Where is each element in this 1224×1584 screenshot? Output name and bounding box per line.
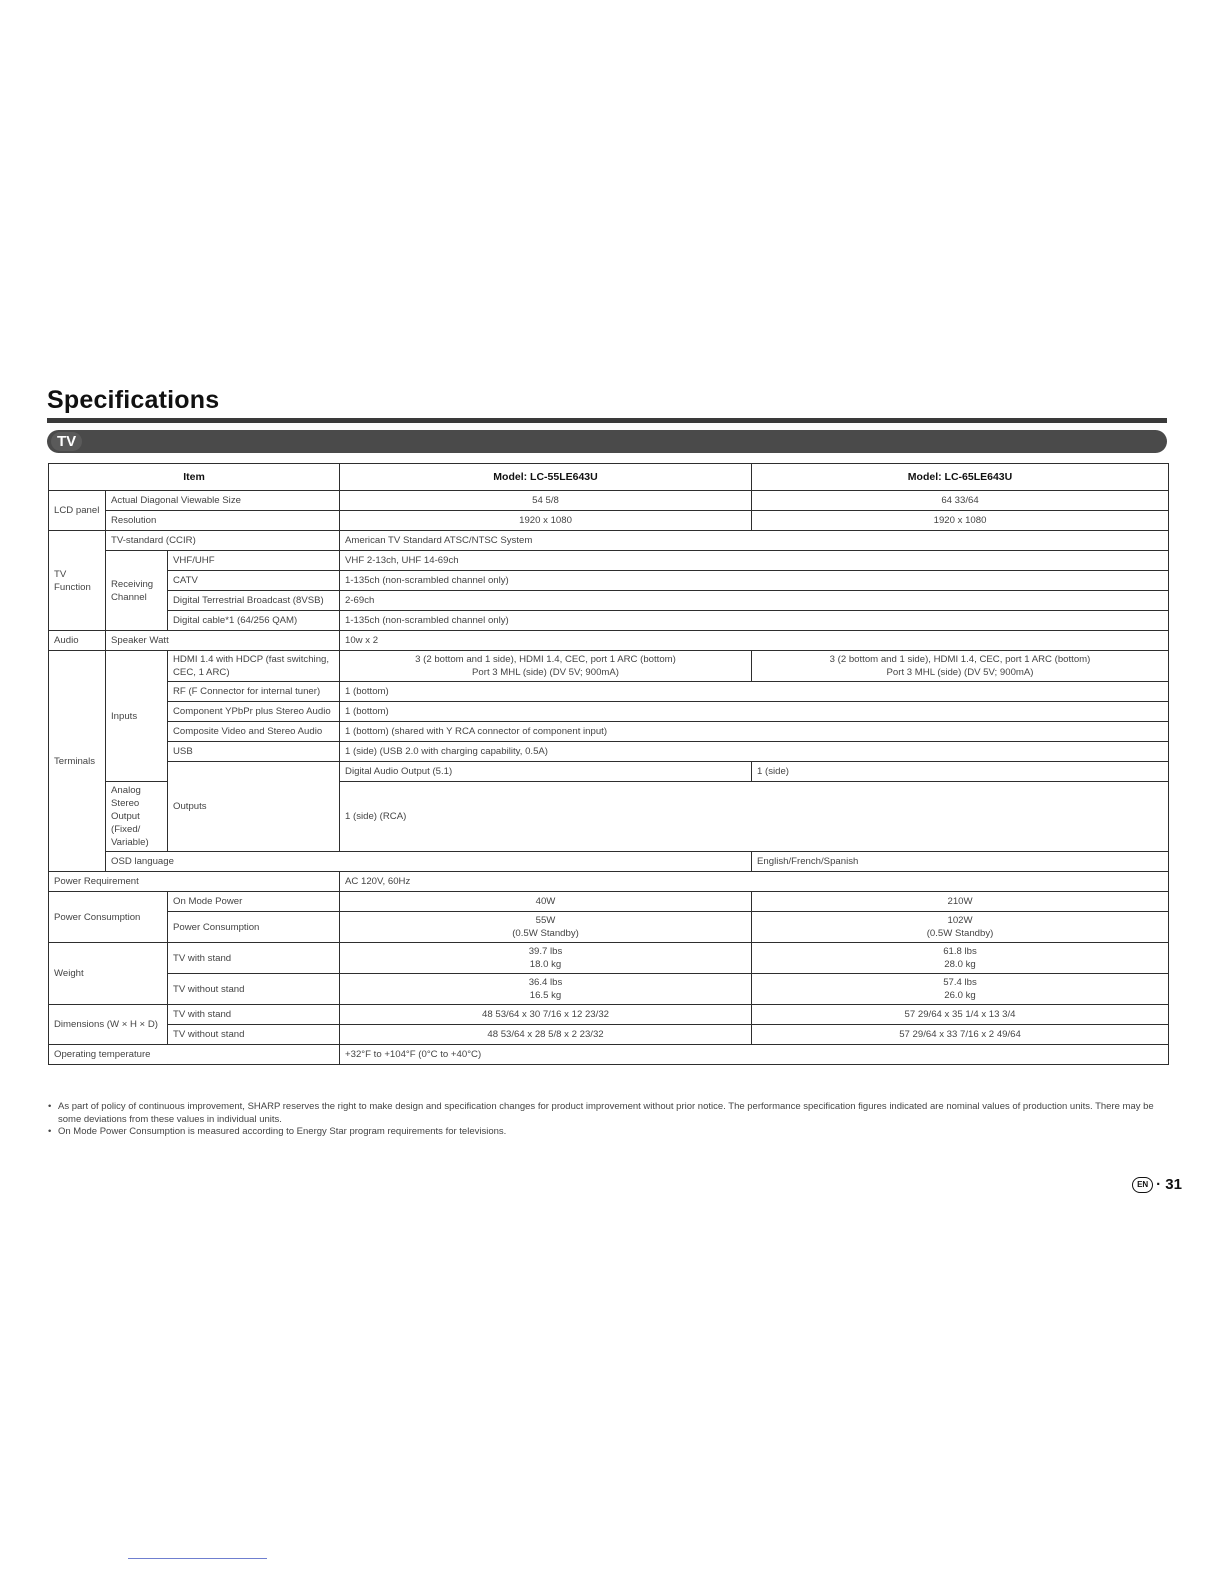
weight-without-m1-lbs: 36.4 lbs: [528, 977, 563, 988]
row-label: TV-standard (CCIR): [106, 531, 340, 551]
weight-with-m2-lbs: 61.8 lbs: [943, 946, 977, 957]
table-row: [49, 651, 1169, 682]
table-row: [49, 551, 1169, 571]
table-header-row: [49, 464, 1169, 491]
cell-value: 1 (bottom) (shared with Y RCA connector of component input): [340, 722, 1169, 742]
cell-value: 2-69ch: [340, 591, 1169, 611]
table-row: [49, 912, 1169, 943]
cell-value: 1920 x 1080: [340, 511, 752, 531]
group-inputs: Inputs: [106, 651, 168, 782]
row-label: Digital Terrestrial Broadcast (8VSB): [168, 591, 340, 611]
table-row: [49, 852, 1169, 872]
cell-value: [340, 974, 752, 1005]
hdmi-m1-line2: Port 3 MHL (side) (DV 5V; 900mA): [472, 667, 619, 678]
table-row: [49, 511, 1169, 531]
cell-value: 1-135ch (non-scrambled channel only): [340, 571, 1169, 591]
row-label: OSD language: [106, 852, 752, 872]
spec-table: [48, 463, 1169, 1065]
row-label: RF (F Connector for internal tuner): [168, 682, 340, 702]
table-row: [49, 1045, 1169, 1065]
link-underline[interactable]: [128, 1558, 267, 1559]
cell-value: 1920 x 1080: [752, 511, 1169, 531]
title-rule: [47, 418, 1167, 423]
table-row: [49, 1005, 1169, 1025]
row-label: Digital Audio Output (5.1): [340, 762, 752, 782]
row-label: Power Consumption: [168, 912, 340, 943]
group-power-consumption: Power Consumption: [49, 892, 168, 943]
pc-m1-standby: (0.5W Standby): [512, 928, 579, 939]
hdmi-m2-line2: Port 3 MHL (side) (DV 5V; 900mA): [886, 667, 1034, 678]
row-label: Digital cable*1 (64/256 QAM): [168, 611, 340, 631]
table-row: [49, 531, 1169, 551]
table-row: [49, 892, 1169, 912]
weight-without-m1-kg: 16.5 kg: [529, 990, 562, 1001]
cell-value: VHF 2-13ch, UHF 14-69ch: [340, 551, 1169, 571]
hdmi-m1-line1: 3 (2 bottom and 1 side), HDMI 1.4, CEC, port 1 ARC (bottom): [415, 654, 676, 665]
table-row: [49, 1025, 1169, 1045]
row-label: Actual Diagonal Viewable Size: [106, 491, 340, 511]
header-model1: Model: LC-55LE643U: [340, 464, 752, 491]
cell-value: 1 (side): [752, 762, 1169, 782]
pc-m2-watts: 102W: [947, 915, 973, 926]
row-label: On Mode Power: [168, 892, 340, 912]
weight-without-m2-kg: 26.0 kg: [944, 990, 976, 1001]
table-row: [49, 722, 1169, 742]
header-model2: Model: LC-65LE643U: [752, 464, 1169, 491]
table-row: [49, 631, 1169, 651]
cell-value: [752, 974, 1169, 1005]
cell-value: 1 (bottom): [340, 682, 1169, 702]
page-title: Specifications: [47, 386, 220, 414]
footnotes: [48, 1101, 1168, 1139]
language-en-icon: EN: [1132, 1177, 1153, 1193]
table-row: [49, 702, 1169, 722]
cell-value: 1 (side) (RCA): [340, 782, 1169, 852]
group-receiving-channel: Receiving Channel: [106, 551, 168, 631]
cell-value: American TV Standard ATSC/NTSC System: [340, 531, 1169, 551]
footnote-item: • On Mode Power Consumption is measured according to Energy Star program requirements for televisions.: [48, 1126, 1168, 1139]
weight-without-m2-lbs: 57.4 lbs: [943, 977, 977, 988]
cell-value: [340, 943, 752, 974]
cell-value: 48 53/64 x 30 7/16 x 12 23/32: [340, 1005, 752, 1025]
group-terminals: Terminals: [49, 651, 106, 872]
hdmi-m2-line1: 3 (2 bottom and 1 side), HDMI 1.4, CEC, port 1 ARC (bottom): [829, 654, 1091, 665]
pc-m2-standby: (0.5W Standby): [926, 928, 994, 939]
cell-value: 57 29/64 x 35 1/4 x 13 3/4: [752, 1005, 1169, 1025]
cell-value: [340, 912, 752, 943]
row-label: Operating temperature: [49, 1045, 340, 1065]
table-row: [49, 491, 1169, 511]
cell-value: 10w x 2: [340, 631, 1169, 651]
table-row: [49, 611, 1169, 631]
row-label: HDMI 1.4 with HDCP (fast switching, CEC, 1 ARC): [168, 651, 340, 682]
table-row: [49, 943, 1169, 974]
row-label: Component YPbPr plus Stereo Audio: [168, 702, 340, 722]
cell-value: AC 120V, 60Hz: [340, 872, 1169, 892]
pc-m1-watts: 55W: [535, 915, 556, 926]
group-audio: Audio: [49, 631, 106, 651]
table-row: [49, 742, 1169, 762]
weight-with-m1-kg: 18.0 kg: [529, 959, 562, 970]
group-weight: Weight: [49, 943, 168, 1005]
row-label: Speaker Watt: [106, 631, 340, 651]
row-label: TV without stand: [168, 974, 340, 1005]
group-lcd-panel: LCD panel: [49, 491, 106, 531]
page-number: [1132, 1176, 1182, 1193]
row-label: Analog Stereo Output (Fixed/ Variable): [106, 782, 168, 852]
table-row: [49, 762, 1169, 782]
group-dimensions: Dimensions (W × H × D): [49, 1005, 168, 1045]
cell-value: 54 5/8: [340, 491, 752, 511]
row-label: Resolution: [106, 511, 340, 531]
cell-value: +32°F to +104°F (0°C to +40°C): [340, 1045, 1169, 1065]
section-label: TV: [51, 432, 82, 451]
group-tv-function: TV Function: [49, 531, 106, 631]
cell-value: [752, 651, 1169, 682]
row-label: TV without stand: [168, 1025, 340, 1045]
row-label: TV with stand: [168, 1005, 340, 1025]
row-label: CATV: [168, 571, 340, 591]
header-item: Item: [49, 464, 340, 491]
cell-value: 210W: [752, 892, 1169, 912]
table-row: [49, 591, 1169, 611]
row-label: TV with stand: [168, 943, 340, 974]
table-row: [49, 682, 1169, 702]
cell-value: [340, 651, 752, 682]
section-bar: [47, 430, 1167, 453]
cell-value: 1-135ch (non-scrambled channel only): [340, 611, 1169, 631]
cell-value: 64 33/64: [752, 491, 1169, 511]
cell-value: 1 (bottom): [340, 702, 1169, 722]
page-number-text: · 31: [1156, 1176, 1182, 1193]
group-outputs: Outputs: [168, 762, 340, 852]
cell-value: 48 53/64 x 28 5/8 x 2 23/32: [340, 1025, 752, 1045]
table-row: [49, 872, 1169, 892]
row-label: Power Requirement: [49, 872, 340, 892]
weight-with-m2-kg: 28.0 kg: [944, 959, 976, 970]
cell-value: [752, 912, 1169, 943]
table-row: [49, 571, 1169, 591]
cell-value: 40W: [340, 892, 752, 912]
cell-value: [752, 943, 1169, 974]
row-label: Composite Video and Stereo Audio: [168, 722, 340, 742]
weight-with-m1-lbs: 39.7 lbs: [528, 946, 563, 957]
row-label: USB: [168, 742, 340, 762]
cell-value: 57 29/64 x 33 7/16 x 2 49/64: [752, 1025, 1169, 1045]
footnote-item: • As part of policy of continuous improvement, SHARP reserves the right to make design and specification changes for product improvement without prior notice. The performance specification figures indicated are nominal values of production units. There may be some deviations from these values in individual units.: [48, 1101, 1168, 1126]
cell-value: 1 (side) (USB 2.0 with charging capability, 0.5A): [340, 742, 1169, 762]
table-row: [49, 974, 1169, 1005]
row-label: VHF/UHF: [168, 551, 340, 571]
cell-value: English/French/Spanish: [752, 852, 1169, 872]
